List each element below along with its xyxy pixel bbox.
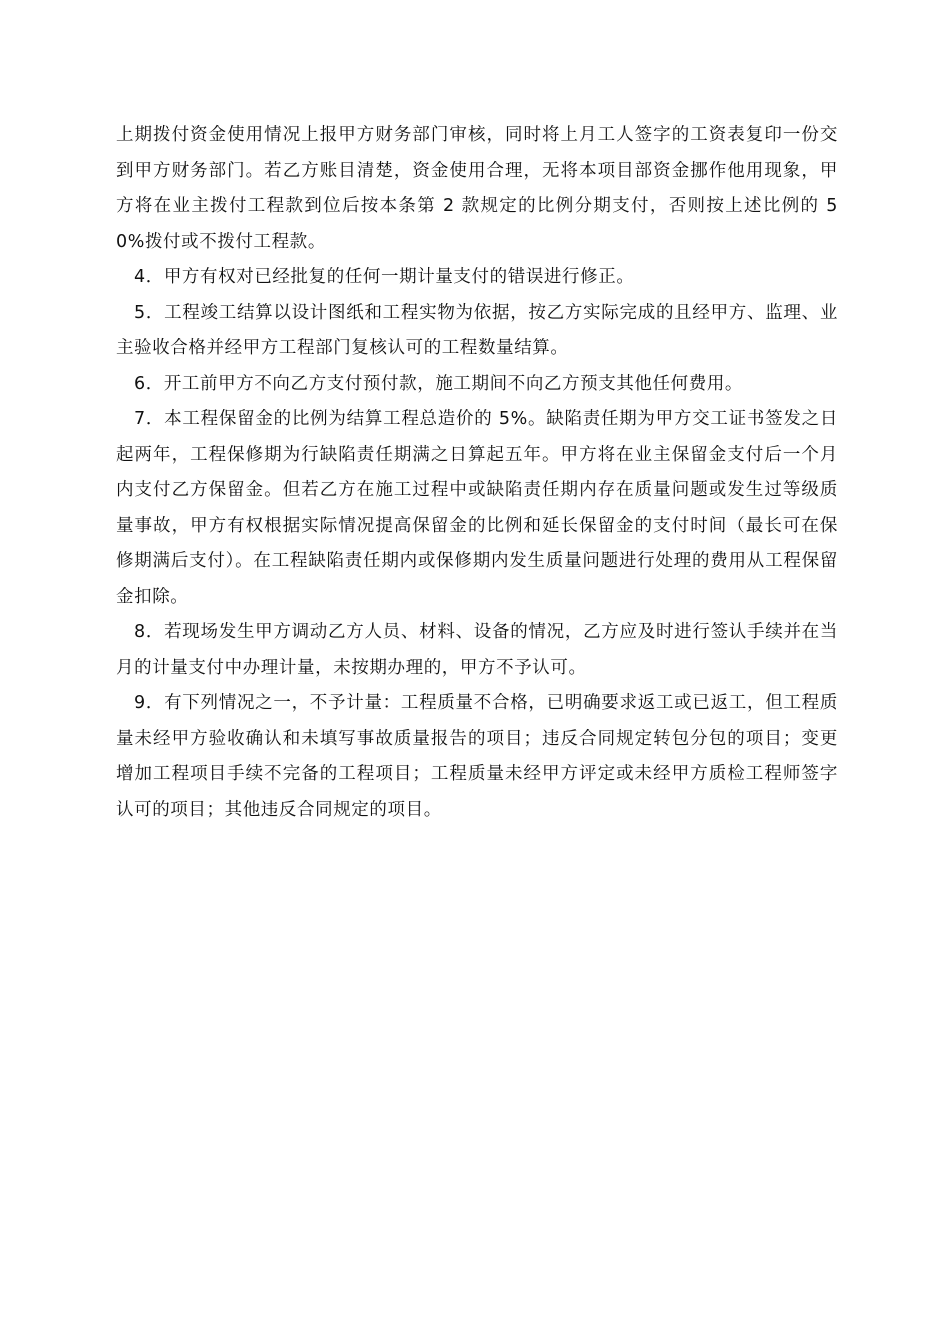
paragraph-item-9: 9．有下列情况之一，不予计量：工程质量不合格，已明确要求返工或已返工，但工程质量未经甲方验收确认和未填写事故质量报告的项目；违反合同规定转包分包的项目；变更增加工程项目手续不完备的工程项目；工程质量未经甲方评定或未经甲方质检工程师签字认可的项目；其他违反合同规定的项目。 (116, 693, 838, 820)
paragraph-item-6: 6．开工前甲方不向乙方支付预付款，施工期间不向乙方预支其他任何费用。 (134, 373, 744, 394)
paragraph-continuation: 上期拨付资金使用情况上报甲方财务部门审核，同时将上月工人签字的工资表复印一份交到甲方财务部门。若乙方账目清楚，资金使用合理，无将本项目部资金挪作他用现象，甲方将在业主拨付工程款到位后按本条第 2 款规定的比例分期支付，否则按上述比例的 50%拨付或不拨付工程款。 (116, 125, 838, 252)
document-body (116, 118, 838, 828)
paragraph-item-7: 7．本工程保留金的比例为结算工程总造价的 5%。缺陷责任期为甲方交工证书签发之日起两年，工程保修期为行缺陷责任期满之日算起五年。甲方将在业主保留金支付后一个月内支付乙方保留金。但若乙方在施工过程中或缺陷责任期内存在质量问题或发生过等级质量事故，甲方有权根据实际情况提高保留金的比例和延长保留金的支付时间（最长可在保修期满后支付）。在工程缺陷责任期内或保修期内发生质量问题进行处理的费用从工程保留金扣除。 (116, 409, 838, 607)
paragraph-item-8: 8．若现场发生甲方调动乙方人员、材料、设备的情况，乙方应及时进行签认手续并在当月的计量支付中办理计量，未按期办理的，甲方不予认可。 (116, 622, 838, 678)
paragraph-item-5: 5．工程竣工结算以设计图纸和工程实物为依据，按乙方实际完成的且经甲方、监理、业主验收合格并经甲方工程部门复核认可的工程数量结算。 (116, 302, 838, 358)
paragraph-item-4: 4．甲方有权对已经批复的任何一期计量支付的错误进行修正。 (134, 267, 635, 287)
